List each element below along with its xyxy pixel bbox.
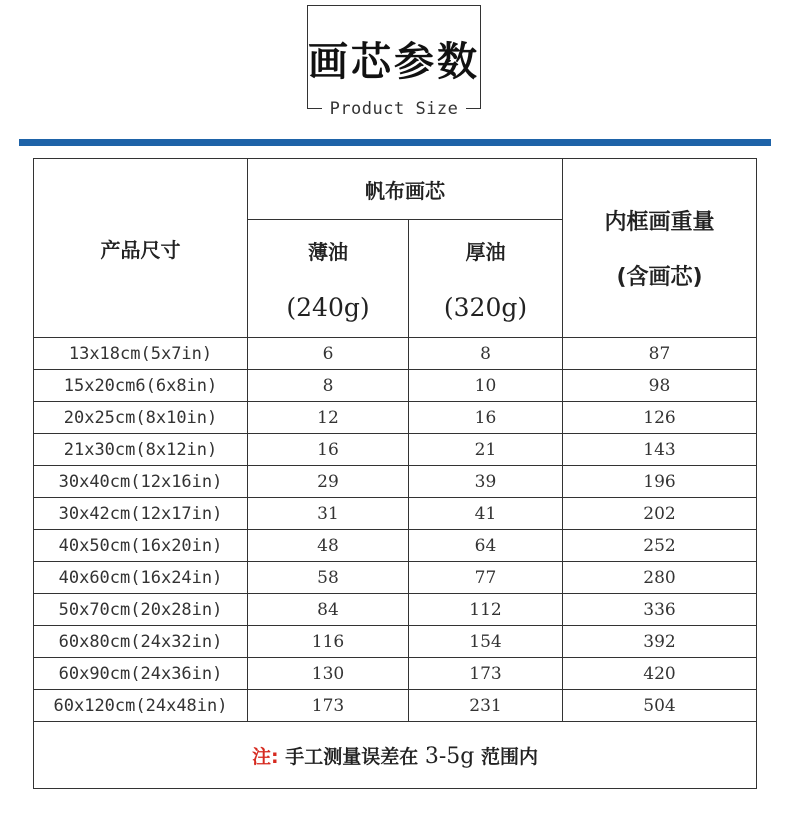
- header-thick-oil: [409, 220, 563, 338]
- thick-oil-cell: 173: [409, 658, 563, 690]
- frame-weight-cell: 336: [563, 594, 757, 626]
- header-size: [34, 159, 248, 338]
- note-label: 注: [251, 745, 271, 768]
- frame-weight-cell: 280: [563, 562, 757, 594]
- thick-oil-cell: 154: [409, 626, 563, 658]
- frame-weight-cell: 392: [563, 626, 757, 658]
- size-cell: 20x25cm(8x10in): [34, 402, 248, 434]
- header-canvas-label: 帆布画芯: [365, 178, 445, 203]
- frame-weight-cell: 504: [563, 690, 757, 722]
- size-cell: 30x42cm(12x17in): [34, 498, 248, 530]
- size-cell: 40x60cm(16x24in): [34, 562, 248, 594]
- size-cell: 60x90cm(24x36in): [34, 658, 248, 690]
- thin-oil-cell: 84: [248, 594, 409, 626]
- table-row: [34, 466, 757, 498]
- header-size-label: 产品尺寸: [100, 237, 181, 262]
- header-thin-weight: (240g): [286, 292, 370, 322]
- frame-weight-cell: 202: [563, 498, 757, 530]
- header-frame-sub: (含画芯): [616, 265, 703, 290]
- thick-oil-cell: 41: [409, 498, 563, 530]
- thick-oil-cell: 10: [409, 370, 563, 402]
- thick-oil-cell: 112: [409, 594, 563, 626]
- thick-oil-cell: 77: [409, 562, 563, 594]
- note-text-after: 范围内: [481, 745, 539, 768]
- thick-oil-cell: 39: [409, 466, 563, 498]
- thick-oil-cell: 8: [409, 338, 563, 370]
- frame-weight-cell: 196: [563, 466, 757, 498]
- table-row: [34, 498, 757, 530]
- note-range: 3-5g: [424, 743, 475, 769]
- frame-weight-cell: 126: [563, 402, 757, 434]
- table-row: [34, 338, 757, 370]
- table-row: [34, 530, 757, 562]
- thin-oil-cell: 8: [248, 370, 409, 402]
- thin-oil-cell: 130: [248, 658, 409, 690]
- frame-weight-cell: 143: [563, 434, 757, 466]
- thin-oil-cell: 48: [248, 530, 409, 562]
- header-canvas: [248, 159, 563, 220]
- table-row: [34, 370, 757, 402]
- frame-weight-cell: 252: [563, 530, 757, 562]
- thin-oil-cell: 12: [248, 402, 409, 434]
- size-cell: 60x120cm(24x48in): [34, 690, 248, 722]
- thick-oil-cell: 231: [409, 690, 563, 722]
- note-cell: [34, 722, 757, 789]
- thin-oil-cell: 29: [248, 466, 409, 498]
- thin-oil-cell: 16: [248, 434, 409, 466]
- header-row-1: [34, 159, 757, 220]
- size-table: [33, 158, 757, 789]
- header-thin-label: 薄油: [308, 239, 348, 264]
- size-cell: 30x40cm(12x16in): [34, 466, 248, 498]
- table-row: [34, 690, 757, 722]
- table-row: [34, 562, 757, 594]
- table-row: [34, 434, 757, 466]
- table-row: [34, 626, 757, 658]
- thin-oil-cell: 116: [248, 626, 409, 658]
- section-title: 画芯参数: [308, 39, 480, 85]
- size-cell: 21x30cm(8x12in): [34, 434, 248, 466]
- size-cell: 13x18cm(5x7in): [34, 338, 248, 370]
- note-row: [34, 722, 757, 789]
- thin-oil-cell: 6: [248, 338, 409, 370]
- size-cell: 40x50cm(16x20in): [34, 530, 248, 562]
- note-text-before: 手工测量误差在: [285, 745, 419, 768]
- divider-bar: [19, 139, 771, 146]
- header-thick-weight: (320g): [443, 292, 528, 322]
- thin-oil-cell: 173: [248, 690, 409, 722]
- frame-weight-cell: 420: [563, 658, 757, 690]
- section-title-box: [307, 5, 481, 119]
- note-separator: :: [270, 745, 279, 768]
- section-subtitle: Product Size: [322, 99, 466, 119]
- header-thin-oil: [248, 220, 409, 338]
- table-row: [34, 594, 757, 626]
- thin-oil-cell: 58: [248, 562, 409, 594]
- header-thick-label: 厚油: [465, 239, 506, 264]
- frame-weight-cell: 98: [563, 370, 757, 402]
- frame-weight-cell: 87: [563, 338, 757, 370]
- thin-oil-cell: 31: [248, 498, 409, 530]
- header-frame-label: 内框画重量: [604, 210, 715, 235]
- table-row: [34, 402, 757, 434]
- size-cell: 50x70cm(20x28in): [34, 594, 248, 626]
- header-frame-weight: [563, 159, 757, 338]
- thick-oil-cell: 21: [409, 434, 563, 466]
- table-row: [34, 658, 757, 690]
- size-cell: 15x20cm6(6x8in): [34, 370, 248, 402]
- thick-oil-cell: 16: [409, 402, 563, 434]
- size-cell: 60x80cm(24x32in): [34, 626, 248, 658]
- thick-oil-cell: 64: [409, 530, 563, 562]
